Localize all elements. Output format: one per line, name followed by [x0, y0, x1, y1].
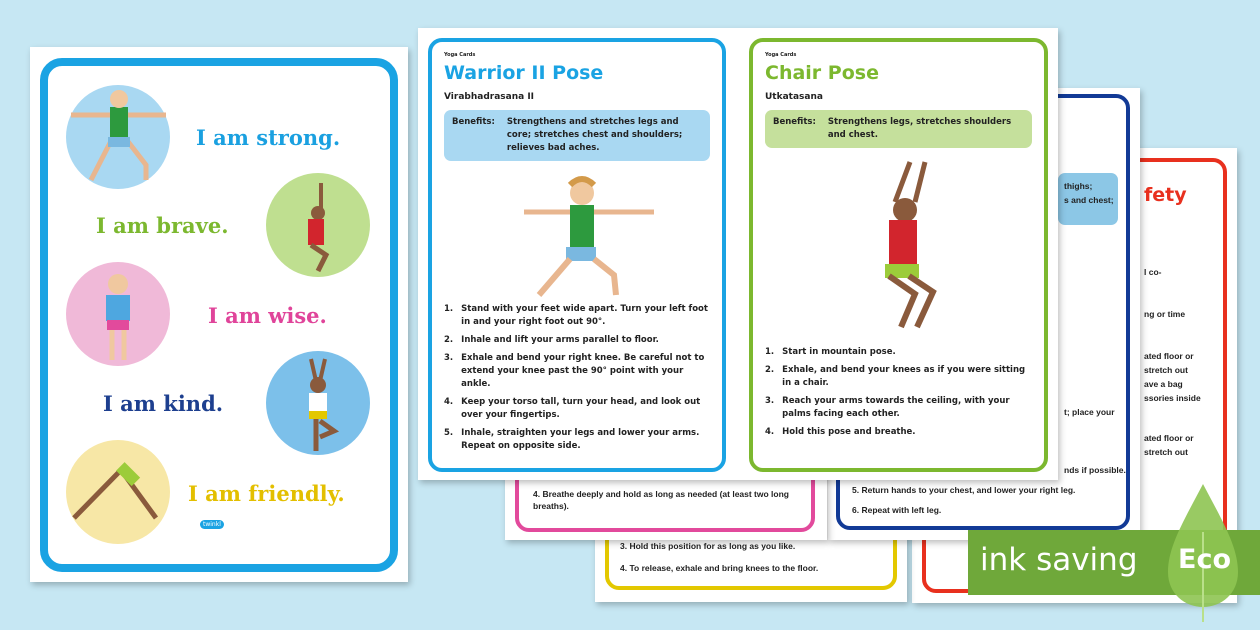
chair-figure-circle [266, 173, 370, 277]
affirmation-friendly: I am friendly. [188, 481, 345, 506]
step-number: 4. [765, 427, 775, 437]
step-number: 2. [444, 335, 454, 345]
benefits-label: Benefits: [452, 117, 495, 127]
benefits-box [765, 110, 1032, 148]
step-item [765, 426, 1032, 439]
step-item [444, 352, 710, 391]
blue-card-text: thighs; [1064, 181, 1093, 191]
front-card-sheet [418, 28, 1058, 480]
step-number: 3. [444, 353, 454, 363]
warrior-pose-card [428, 38, 726, 472]
step-number: 1. [444, 304, 454, 314]
step-text: Inhale, straighten your legs and lower your arms. Repeat on opposite side. [461, 428, 700, 451]
card-title: Chair Pose [765, 62, 879, 84]
child-warrior-pose-icon [66, 85, 170, 189]
yellow-card-step: 4. To release, exhale and bring knees to the floor. [620, 563, 819, 573]
step-text: Keep your torso tall, turn your head, and look out over your fingertips. [461, 397, 701, 420]
card-title: Warrior II Pose [444, 62, 604, 84]
card-sanskrit: Virabhadrasana II [444, 92, 535, 102]
step-text: Hold this pose and breathe. [782, 427, 916, 437]
child-downward-dog-pose-icon [66, 440, 170, 544]
blue-card-text: nds if possible. [1064, 465, 1126, 475]
red-card-text: ated floor or [1144, 433, 1194, 443]
red-card-text: l co- [1144, 267, 1162, 277]
step-item [765, 395, 1032, 421]
step-item [444, 427, 710, 453]
benefits-box [444, 110, 710, 161]
child-chair-pose-icon [266, 173, 370, 277]
card-sanskrit: Utkatasana [765, 92, 823, 102]
step-number: 4. [444, 397, 454, 407]
warrior-pose-illustration-icon [444, 167, 714, 297]
warrior-steps [444, 303, 710, 453]
red-card-text: ng or time [1144, 309, 1186, 319]
step-item [444, 396, 710, 422]
affirmation-brave: I am brave. [96, 213, 229, 238]
blue-card-text: t; place your [1064, 407, 1115, 417]
benefits-text: Strengthens and stretches legs and core; stretches chest and shoulders; relieves bad aches. [506, 117, 683, 153]
chair-steps [765, 346, 1032, 439]
warrior-figure-circle [66, 85, 170, 189]
child-mountain-pose-icon [66, 262, 170, 366]
step-text: Reach your arms towards the ceiling, with your palms facing each other. [782, 396, 1010, 419]
step-item [765, 346, 1032, 359]
blue-card-step: 5. Return hands to your chest, and lower your right leg. [852, 485, 1076, 495]
mountain-figure-circle [66, 262, 170, 366]
step-text: Exhale, and bend your knees as if you were sitting in a chair. [782, 365, 1026, 388]
red-card-text: ave a bag [1144, 379, 1183, 389]
child-tree-pose-icon [266, 351, 370, 455]
yellow-card-step: 3. Hold this position for as long as you like. [620, 541, 796, 551]
step-number: 5. [444, 428, 454, 438]
ink-saving-eco-badge [968, 530, 1260, 595]
red-card-text: stretch out [1144, 365, 1188, 375]
affirmations-poster [30, 47, 408, 582]
red-card-text: stretch out [1144, 447, 1188, 457]
ink-saving-label: ink saving [980, 542, 1138, 578]
twinkl-logo: twinkl [200, 520, 224, 529]
step-item [765, 364, 1032, 390]
tree-figure-circle [266, 351, 370, 455]
card-header: Yoga Cards [444, 52, 476, 58]
red-card-title: fety [1144, 184, 1187, 206]
step-item [444, 303, 710, 329]
step-number: 2. [765, 365, 775, 375]
step-text: Start in mountain pose. [782, 347, 896, 357]
step-text: Stand with your feet wide apart. Turn your left foot in and your right foot out 90°. [461, 304, 708, 327]
eco-label: Eco [1178, 544, 1231, 575]
step-item [444, 334, 710, 347]
chair-pose-card [749, 38, 1048, 472]
step-number: 1. [765, 347, 775, 357]
card-header: Yoga Cards [765, 52, 797, 58]
affirmation-strong: I am strong. [196, 125, 341, 150]
red-card-text: ated floor or [1144, 351, 1194, 361]
step-text: Exhale and bend your right knee. Be careful not to extend your knee past the 90° point with your ankle. [461, 353, 705, 389]
downward-dog-figure-circle [66, 440, 170, 544]
blue-card-step: 6. Repeat with left leg. [852, 505, 942, 515]
benefits-label: Benefits: [773, 117, 816, 127]
red-card-text: ssories inside [1144, 393, 1201, 403]
chair-pose-illustration-icon [765, 152, 1035, 342]
benefits-text: Strengthens legs, stretches shoulders and chest. [827, 117, 1012, 140]
blue-card-text: s and chest; [1064, 195, 1114, 205]
pink-card-step: 4. Breathe deeply and hold as long as needed (at least two long breaths). [533, 489, 789, 511]
affirmation-wise: I am wise. [208, 303, 327, 328]
affirmation-kind: I am kind. [103, 391, 224, 416]
step-text: Inhale and lift your arms parallel to floor. [461, 335, 659, 345]
step-number: 3. [765, 396, 775, 406]
